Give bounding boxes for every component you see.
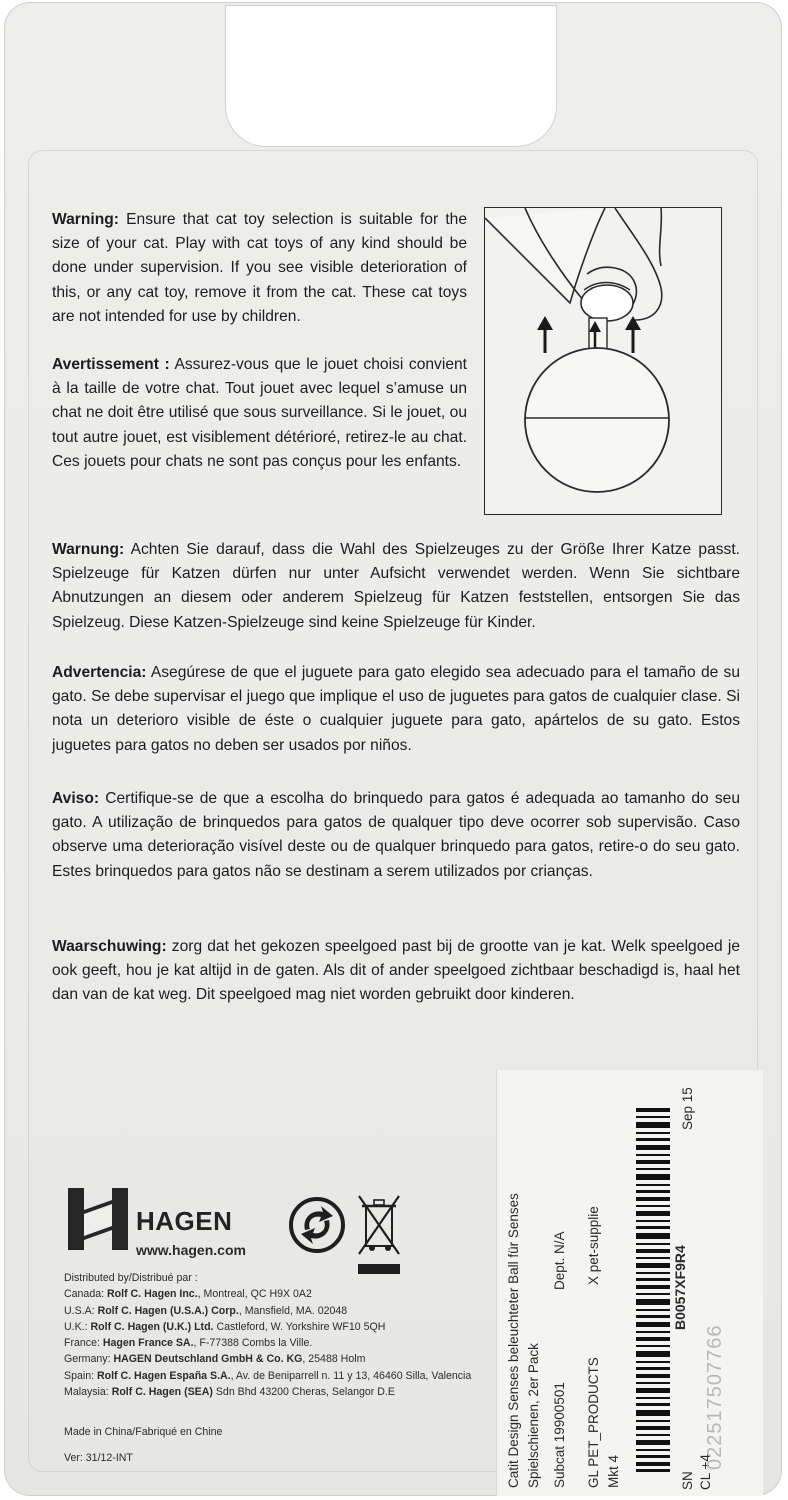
company-name: Rolf C. Hagen (U.S.A.) Corp. <box>97 1304 239 1317</box>
barcode <box>636 1108 670 1472</box>
warning-fr-text: Assurez-vous que le jouet choisi convient à la taille de votre chat. Tout jouet avec lequel s’amuse un chat ne doit être utilisé que sous surveillance. Si le jouet, ou tout autre jouet, est visiblement détérioré, retirez-le au chat. Ces jouets pour chats ne sont pas conçus pour les enfants. <box>52 356 467 470</box>
ball-pull-illustration <box>484 207 722 515</box>
warning-pt-title: Aviso: <box>52 790 100 807</box>
warning-en-title: Warning: <box>52 211 119 228</box>
warning-en-text: Ensure that cat toy selection is suitable for the size of your cat. Play with cat toys of any kind should be done under supervision. If you see visible deterioration of this, or any cat toy, remove it from the cat. These cat toys are not intended for use by children. <box>52 211 467 325</box>
warning-de-text: Achten Sie darauf, dass die Wahl des Spielzeuges zu der Größe Ihrer Katze passt. Spielzeuge für Katzen dürfen nur unter Aufsicht verwendet werden. Wenn Sie sichtbare Abnutzungen an diesem oder anderem Spielzeug für Katzen feststellen, entsorgen Sie das Spielzeug. Diese Katzen-Spielzeuge sind keine Spielzeuge für Kinder. <box>52 541 740 631</box>
sticker-gl: GL PET_PRODUCTS <box>586 1357 601 1488</box>
company-address: Castleford, W. Yorkshire WF10 5QH <box>213 1320 386 1333</box>
sticker-line2: Spielschienen, 2er Pack <box>526 1343 541 1488</box>
company-name: Rolf C. Hagen España S.A. <box>96 1369 231 1382</box>
recycle-icon <box>288 1196 346 1259</box>
company-name: Hagen France SA. <box>102 1337 194 1350</box>
warning-en <box>52 208 467 329</box>
warning-fr <box>52 353 467 474</box>
ball-pull-icon <box>485 208 721 514</box>
country-label: Malaysia: <box>64 1386 112 1399</box>
company-name: Rolf C. Hagen Inc. <box>107 1288 198 1301</box>
country-label: Germany: <box>64 1353 114 1366</box>
warning-nl-title: Waarschuwing: <box>52 938 167 955</box>
distributor-line <box>64 1368 471 1384</box>
company-address: , Av. de Beniparrell n. 11 y 13, 46460 Silla, Valencia <box>230 1369 472 1382</box>
country-label: U.K.: <box>64 1320 91 1333</box>
company-name: HAGEN Deutschland GmbH & Co. KG <box>113 1353 303 1366</box>
distributor-heading: Distributed by/Distribué par : <box>64 1272 198 1284</box>
company-address: Sdn Bhd 43200 Cheras, Selangor D.E <box>212 1386 395 1399</box>
sticker-dept: Dept. N/A <box>552 1231 567 1290</box>
warning-de-title: Warnung: <box>52 541 125 558</box>
company-name: Rolf C. Hagen (U.K.) Ltd. <box>90 1320 214 1333</box>
warning-pt <box>52 787 740 884</box>
warning-nl-text: zorg dat het gekozen speelgoed past bij de grootte van je kat. Welk speelgoed je ook geeft, hou je kat altijd in de gaten. Als dit of ander speelgoed zichtbaar beschadigd is, haal het dan van de kat weg. Dit speelgoed mag niet worden gebruikt door kinderen. <box>52 938 740 1004</box>
warning-es <box>52 661 740 758</box>
warning-es-title: Advertencia: <box>52 664 147 681</box>
company-address: , Mansfield, MA. 02048 <box>238 1304 348 1317</box>
country-label: France: <box>64 1337 103 1350</box>
hang-hole <box>226 6 556 146</box>
company-address: , Montreal, QC H9X 0A2 <box>197 1288 312 1301</box>
company-address: , F-77388 Combs la Ville. <box>193 1337 313 1350</box>
country-label: U.S.A: <box>64 1304 98 1317</box>
sticker-sn: SN <box>680 1471 695 1490</box>
country-label: Canada: <box>64 1288 107 1301</box>
company-name: Rolf C. Hagen (SEA) <box>111 1386 213 1399</box>
warning-fr-title: Avertissement : <box>52 356 170 373</box>
made-in-label: Made in China/Fabriqué en Chine <box>64 1426 223 1438</box>
sticker-subcat: Subcat 19900501 <box>552 1382 567 1488</box>
company-address: , 25488 Holm <box>302 1353 366 1366</box>
sticker-asin: B0057XF9R4 <box>672 1245 688 1330</box>
sticker-mkt: Mkt 4 <box>606 1454 621 1488</box>
hagen-logo-icon <box>66 1184 130 1259</box>
distributor-list <box>64 1270 471 1400</box>
distributor-line <box>64 1286 471 1302</box>
distributor-line <box>64 1384 471 1400</box>
sticker-date: Sep 15 <box>680 1087 695 1130</box>
country-label: Spain: <box>64 1369 97 1382</box>
sticker-pet: X pet-supplie <box>586 1206 601 1285</box>
sticker-line1: Catit Design Senses beleuchteter Ball für Senses <box>506 1193 521 1488</box>
distributor-line <box>64 1335 471 1351</box>
warning-es-text: Asegúrese de que el juguete para gato elegido sea adecuado para el tamaño de su gato. Se debe supervisar el juego que implique el uso de juguetes para gatos de cualquier clase. Si nota un deterioro visible de éste o cualquier juguete para gato, apártelos de su gato. Estos juguetes para gatos no deben ser usados por niños. <box>52 664 740 754</box>
sticker-upc: 022517507766 <box>704 1324 726 1470</box>
sticker-cl: CL +4 <box>698 1454 713 1490</box>
brand-name: HAGEN <box>136 1206 233 1236</box>
warning-de <box>52 538 740 635</box>
brand-url: www.hagen.com <box>136 1242 246 1258</box>
version-label: Ver: 31/12-INT <box>64 1452 133 1464</box>
distributor-line <box>64 1303 471 1319</box>
distributor-line <box>64 1319 471 1335</box>
distributor-line <box>64 1351 471 1367</box>
warning-nl <box>52 935 740 1008</box>
warning-pt-text: Certifique-se de que a escolha do brinquedo para gatos é adequada ao tamanho do seu gato. A utilização de brinquedos para gatos de qualquer tipo deve ocorrer sob supervisão. Caso observe uma deterioração visível deste ou de qualquer brinquedo para gatos, retire-o do seu gato. Estes brinquedos para gatos não se destinam a serem utilizados por crianças. <box>52 790 740 880</box>
